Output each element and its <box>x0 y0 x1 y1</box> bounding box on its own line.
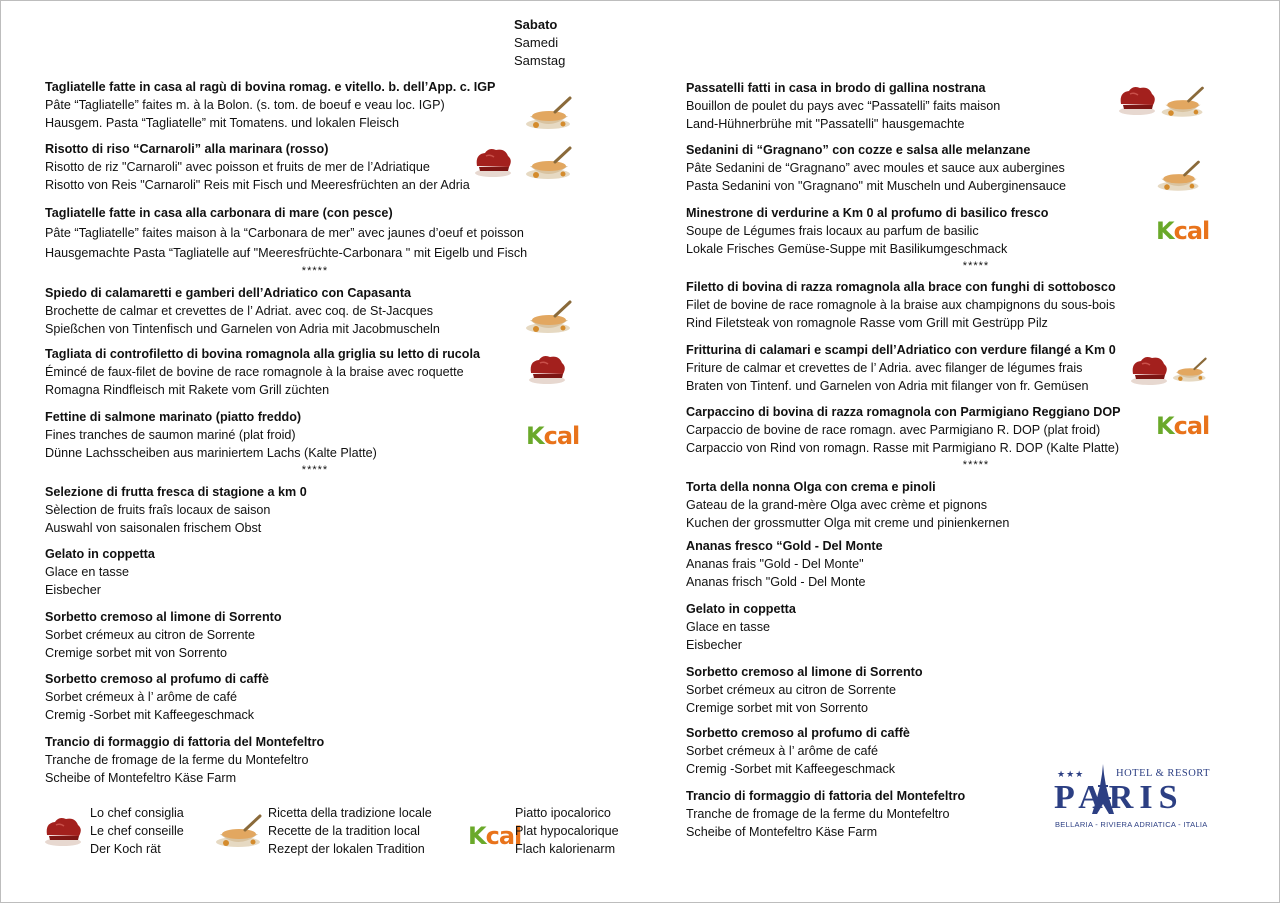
menu-item <box>686 663 1226 717</box>
legend-chef-de: Der Koch rät <box>90 842 161 856</box>
logo-location: BELLARIA - RIVIERA ADRIATICA - ITALIA <box>1055 820 1208 829</box>
dish-title: Fritturina di calamari e scampi dell’Adriatico con verdure filangé a Km 0 <box>686 343 1116 357</box>
dish-german: Cremig -Sorbet mit Kaffeegeschmack <box>45 708 255 722</box>
logo-tagline: HOTEL & RESORT <box>1116 768 1211 779</box>
dish-title: Torta della nonna Olga con crema e pinoli <box>686 480 936 494</box>
legend-chef-it: Lo chef consiglia <box>90 806 184 820</box>
dish-title: Trancio di formaggio di fattoria del Montefeltro <box>45 735 325 749</box>
dish-title: Passatelli fatti in casa in brodo di gallina nostrana <box>686 81 986 95</box>
dish-french: Soupe de Légumes frais locaux au parfum de basilic <box>686 224 979 238</box>
dish-french: Friture de calmar et crevettes de l’ Adria. avec filanger de légumes frais <box>686 361 1083 375</box>
logo-stars: ★★★ <box>1057 769 1085 779</box>
dish-german: Risotto von Reis "Carnaroli" Reis mit Fisch und Meeresfrüchten an der Adria <box>45 178 470 192</box>
legend-low-cal <box>515 804 619 858</box>
legend-tradition-de: Rezept der lokalen Tradition <box>268 842 425 856</box>
separator-stars: ***** <box>962 459 990 471</box>
dish-german: Lokale Frisches Gemüse-Suppe mit Basilikumgeschmack <box>686 242 1008 256</box>
dish-title: Ananas fresco “Gold - Del Monte <box>686 539 883 553</box>
kcal-icon: Kcal <box>1156 217 1210 245</box>
dish-german: Land-Hühnerbrühe mit "Passatelli" hausgemachte <box>686 117 965 131</box>
legend-tradition <box>268 804 432 858</box>
dish-german: Hausgemachte Pasta “Tagliatelle auf "Meeresfrüchte-Carbonara " mit Eigelb und Fisch <box>45 246 528 260</box>
legend-tradition-fr: Recette de la tradition local <box>268 824 420 838</box>
menu-item <box>45 204 605 262</box>
day-italian: Sabato <box>514 17 558 32</box>
menu-item <box>45 483 605 537</box>
menu-item <box>45 408 605 462</box>
menu-item <box>686 478 1226 532</box>
separator-stars: ***** <box>962 260 990 272</box>
chef-hat-icon <box>42 814 84 848</box>
pasta-bowl-icon <box>212 812 266 848</box>
dish-german: Cremig -Sorbet mit Kaffeegeschmack <box>686 762 896 776</box>
dish-german: Eisbecher <box>45 583 102 597</box>
dish-french: Sèlection de fruits fraîs locaux de saison <box>45 503 271 517</box>
dish-french: Tranche de fromage de la ferme du Montefeltro <box>45 753 309 767</box>
dish-german: Braten von Tintenf. und Garnelen von Adria mit filanger von fr. Gemüsen <box>686 379 1089 393</box>
dish-title: Fettine di salmone marinato (piatto freddo) <box>45 410 302 424</box>
chef-hat-icon <box>526 353 568 385</box>
kcal-icon: Kcal <box>468 822 522 850</box>
pasta-bowl-icon <box>1170 354 1210 384</box>
dish-title: Minestrone di verdurine a Km 0 al profumo di basilico fresco <box>686 206 1049 220</box>
dish-french: Sorbet crémeux à l’ arôme de café <box>45 690 238 704</box>
dish-french: Sorbet crémeux au citron de Sorrente <box>686 683 897 697</box>
kcal-icon: Kcal <box>1156 412 1210 440</box>
dish-french: Pâte Sedanini de “Gragnano” avec moules et sauce aux aubergines <box>686 161 1065 175</box>
legend-low-cal-fr: Plat hypocalorique <box>515 824 619 838</box>
dish-german: Carpaccio von Rind von romagn. Rasse mit Parmigiano R. DOP (Kalte Platte) <box>686 441 1120 455</box>
pasta-bowl-icon <box>522 144 576 180</box>
menu-item <box>686 537 1226 591</box>
dish-title: Tagliatelle fatte in casa al ragù di bovina romag. e vitello. b. dell’App. c. IGP <box>45 80 496 94</box>
dish-french: Glace en tasse <box>45 565 130 579</box>
separator-stars: ***** <box>301 265 329 277</box>
dish-french: Sorbet crémeux à l’ arôme de café <box>686 744 879 758</box>
dish-title: Carpaccino di bovina di razza romagnola con Parmigiano Reggiano DOP <box>686 405 1121 419</box>
pasta-bowl-icon <box>1158 84 1208 118</box>
dish-title: Trancio di formaggio di fattoria del Montefeltro <box>686 789 966 803</box>
dish-french: Sorbet crémeux au citron de Sorrente <box>45 628 256 642</box>
legend-low-cal-it: Piatto ipocalorico <box>515 806 611 820</box>
dish-german: Hausgem. Pasta “Tagliatelle” mit Tomatens. und lokalen Fleisch <box>45 116 399 130</box>
legend-chef-fr: Le chef conseille <box>90 824 184 838</box>
dish-french: Tranche de fromage de la ferme du Montefeltro <box>686 807 950 821</box>
dish-german: Eisbecher <box>686 638 743 652</box>
chef-hat-icon <box>1128 354 1170 386</box>
pasta-bowl-icon <box>522 94 576 130</box>
legend-chef <box>90 804 184 858</box>
dish-title: Sorbetto cremoso al profumo di caffè <box>686 726 910 740</box>
menu-item <box>45 140 605 194</box>
dish-french: Pâte “Tagliatelle” faites maison à la “Carbonara de mer” avec jaunes d’oeuf et poisson <box>45 226 524 240</box>
dish-title: Gelato in coppetta <box>45 547 155 561</box>
menu-item <box>686 204 1226 258</box>
menu-item <box>45 284 605 338</box>
dish-german: Kuchen der grossmutter Olga mit creme und pinienkernen <box>686 516 1010 530</box>
dish-title: Sorbetto cremoso al profumo di caffè <box>45 672 269 686</box>
dish-german: Scheibe of Montefeltro Käse Farm <box>45 771 237 785</box>
legend-tradition-it: Ricetta della tradizione locale <box>268 806 432 820</box>
menu-item <box>45 733 605 787</box>
dish-title: Filetto di bovina di razza romagnola alla brace con funghi di sottobosco <box>686 280 1116 294</box>
dish-title: Sorbetto cremoso al limone di Sorrento <box>686 665 923 679</box>
dish-title: Risotto di riso “Carnaroli” alla marinara (rosso) <box>45 142 329 156</box>
dish-french: Pâte “Tagliatelle” faites m. à la Bolon. (s. tom. de boeuf e veau loc. IGP) <box>45 98 445 112</box>
dish-german: Dünne Lachsscheiben aus mariniertem Lachs (Kalte Platte) <box>45 446 377 460</box>
dish-title: Gelato in coppetta <box>686 602 796 616</box>
dish-french: Carpaccio de bovine de race romagn. avec Parmigiano R. DOP (plat froid) <box>686 423 1101 437</box>
dish-title: Sorbetto cremoso al limone di Sorrento <box>45 610 282 624</box>
legend-low-cal-de: Flach kalorienarm <box>515 842 616 856</box>
dish-french: Risotto de riz "Carnaroli" avec poisson et fruits de mer de l’Adriatique <box>45 160 430 174</box>
menu-item <box>45 670 605 724</box>
separator-stars: ***** <box>301 464 329 476</box>
dish-french: Glace en tasse <box>686 620 771 634</box>
day-header <box>514 16 565 70</box>
menu-item <box>686 278 1226 332</box>
menu-item <box>45 78 605 132</box>
dish-german: Pasta Sedanini von "Gragnano" mit Muscheln und Auberginensauce <box>686 179 1067 193</box>
dish-french: Filet de bovine de race romagnole à la braise aux champignons du sous-bois <box>686 298 1116 312</box>
dish-title: Tagliatelle fatte in casa alla carbonara di mare (con pesce) <box>45 206 393 220</box>
dish-french: Ananas frais "Gold - Del Monte" <box>686 557 864 571</box>
chef-hat-icon <box>1116 84 1158 116</box>
kcal-icon: Kcal <box>526 422 580 450</box>
dish-german: Scheibe of Montefeltro Käse Farm <box>686 825 878 839</box>
dish-french: Fines tranches de saumon mariné (plat froid) <box>45 428 296 442</box>
dish-german: Romagna Rindfleisch mit Rakete vom Grill züchten <box>45 383 330 397</box>
dish-french: Gateau de la grand-mère Olga avec crème et pignons <box>686 498 988 512</box>
dish-german: Auswahl von saisonalen frischem Obst <box>45 521 262 535</box>
dish-title: Selezione di frutta fresca di stagione a km 0 <box>45 485 307 499</box>
dish-german: Cremige sorbet mit von Sorrento <box>45 646 227 660</box>
day-french: Samedi <box>514 35 559 50</box>
dish-german: Ananas frisch "Gold - Del Monte <box>686 575 866 589</box>
dish-german: Rind Filetsteak von romagnole Rasse vom Grill mit Gestrüpp Pilz <box>686 316 1048 330</box>
dish-french: Brochette de calmar et crevettes de l’ Adriat. avec coq. de St-Jacques <box>45 304 434 318</box>
menu-item <box>45 545 605 599</box>
day-german: Samstag <box>514 53 566 68</box>
pasta-bowl-icon <box>1154 158 1204 192</box>
pasta-bowl-icon <box>522 298 576 334</box>
dish-title: Sedanini di “Gragnano” con cozze e salsa alle melanzane <box>686 143 1031 157</box>
dish-german: Cremige sorbet mit von Sorrento <box>686 701 868 715</box>
dish-german: Spießchen von Tintenfisch und Garnelen von Adria mit Jacobmuscheln <box>45 322 440 336</box>
chef-hat-icon <box>472 146 514 178</box>
logo-name: PARIS <box>1054 779 1184 816</box>
menu-item <box>686 403 1226 457</box>
dish-title: Tagliata di controfiletto di bovina romagnola alla griglia su letto di rucola <box>45 347 481 361</box>
menu-item <box>45 608 605 662</box>
menu-item <box>45 345 605 399</box>
menu-item <box>686 141 1226 195</box>
dish-title: Spiedo di calamaretti e gamberi dell’Adriatico con Capasanta <box>45 286 412 300</box>
dish-french: Bouillon de poulet du pays avec “Passatelli” faits maison <box>686 99 1001 113</box>
hotel-logo <box>1054 768 1216 834</box>
dish-french: Émincé de faux-filet de bovine de race romagnole à la braise avec roquette <box>45 365 464 379</box>
menu-item <box>686 600 1226 654</box>
